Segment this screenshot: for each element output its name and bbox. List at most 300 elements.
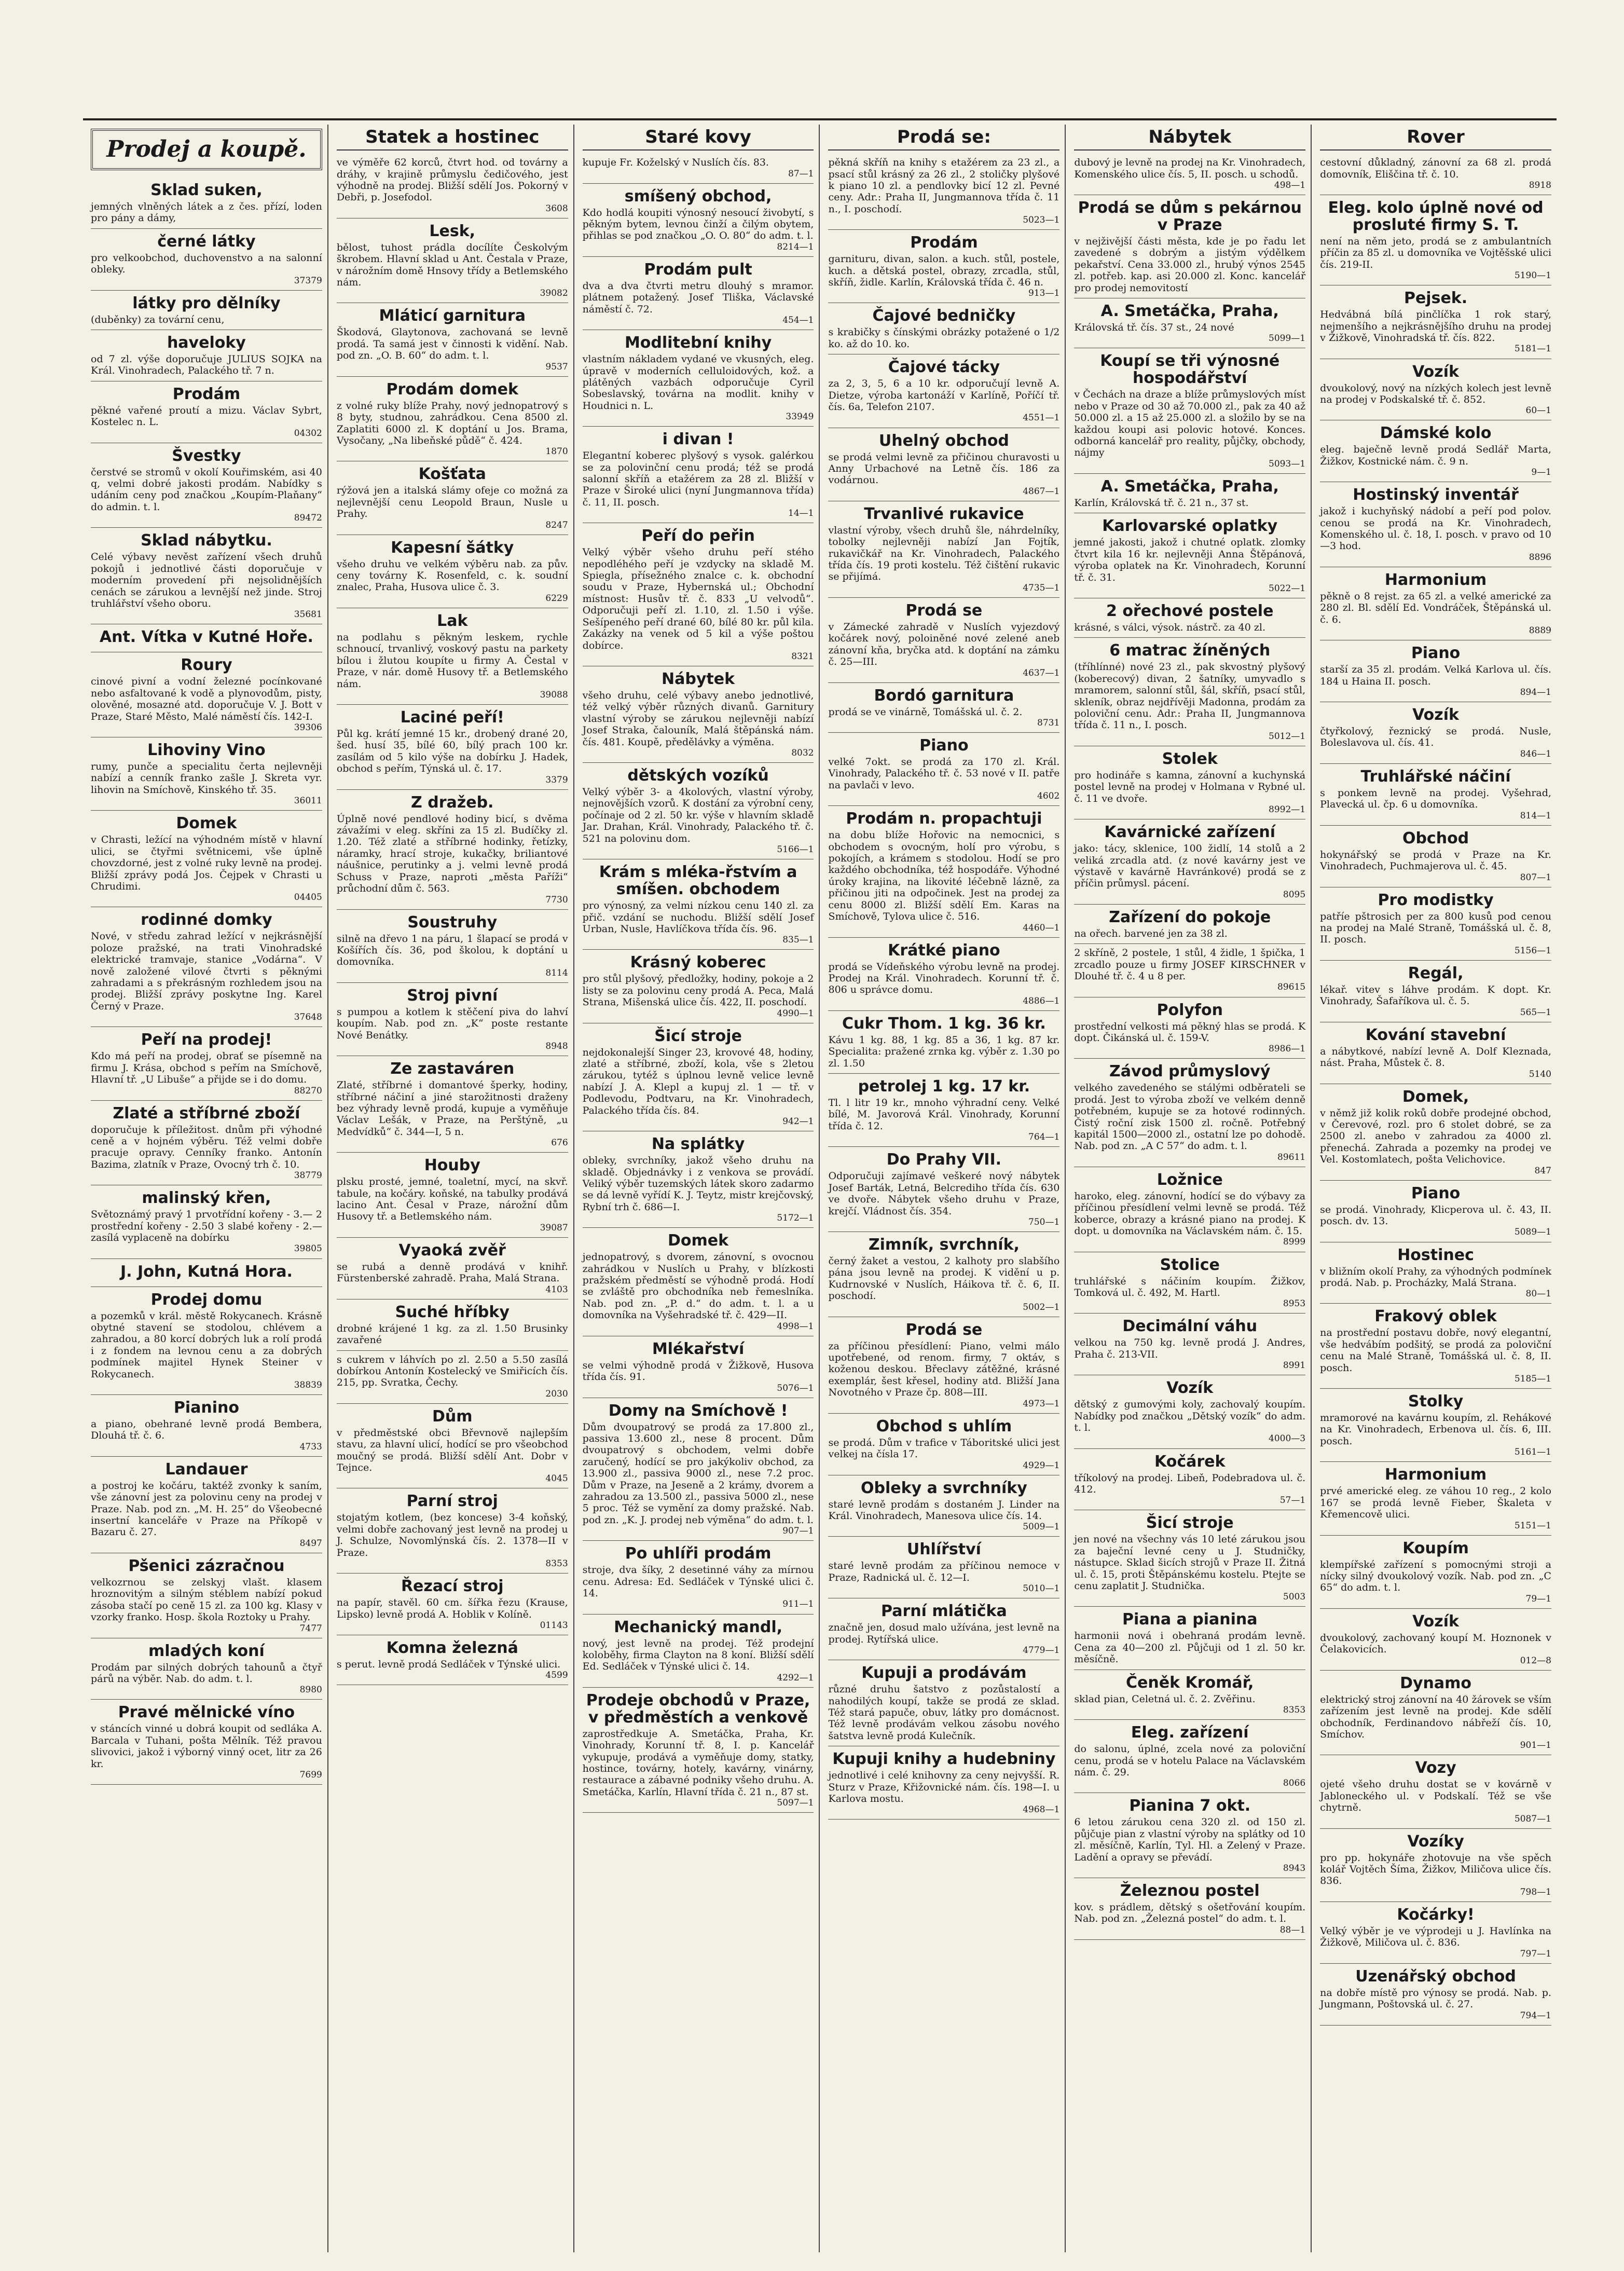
ad-body: v Chrasti, ležící na výhodném místě v hlavní ulici, se čtyřmi světnicemi, vše úplně chovzdorné, jest z volné ruky levně na prodej. Bližší zprávy podá Jos. Čejpek v Chrasti u Chrudimi. (91, 834, 322, 892)
classified-ad (91, 1101, 322, 1186)
ad-body: za 2, 3, 5, 6 a 10 kr. odporučují levně A. Dietze, výroba kartonáží v Karlíně, Poříčí tř. čís. 6a, Telefon 2107. (828, 378, 1060, 413)
ad-number: 35681 (294, 609, 322, 620)
ad-body: Velký výběr všeho druhu peří stého nepodléhého peří je vzdycky na skladě M. Spiegla, přísežného znalce c. k. obchodní soudu v Praze, Hybernská ul.; Obchodní místnost: Husův tř. č. 833 „U velvodů“. Odporučuji peří zl. 1.10, zl. 1.50 i výše. Sešípeného peří drané 60, bílé 80 kr. půl kila. Zakázky na venek od 5 kil a výše poštou dobírce. (582, 546, 814, 651)
ad-body: doporučuje k příležitost. dnům při výhodné ceně a v hojném výběru. Též velmi dobře pracuje opravy. Cenníky franko. Antonín Bazima, zlatník v Praze, Ovocný trh č. 10. (91, 1124, 322, 1170)
ad-heading: Mlékařství (652, 1339, 745, 1358)
classified-ad (583, 859, 814, 950)
classified-ad (337, 1299, 568, 1351)
ad-heading: Roury (181, 656, 232, 675)
ad-number: 4929—1 (1023, 1460, 1060, 1471)
ad-body: mramorové na kavárnu koupím, zl. Rehákové na Kr. Vinohradech, Erbenova ul. čís. 6, III. posch. (1320, 1412, 1551, 1447)
ad-heading: petrolej 1 kg. 17 kr. (858, 1077, 1030, 1096)
ad-number: 7730 (545, 894, 568, 905)
ad-heading: Krásný koberec (630, 953, 766, 972)
ad-body: Velký výběr 3- a 4kolových, vlastní výroby, nejnovějších vzorů. K dostání za výrobní ceny, počínaje od 2 zl. 50 kr. výše v hlavním skladě Jar. Drahan, Král. Vinohrady, Palackého tř. č. 521 na polovinu dom. (582, 786, 814, 844)
classified-ad (91, 737, 322, 811)
ad-number: 498—1 (1274, 180, 1306, 190)
ad-body: Zlaté, stříbrné i domantové šperky, hodiny, stříbrné náčiní a jiné starožitnosti draženy bez výhrady levně prodá, kupuje a vyměňuje Václav Lešák, v Praze, na Perštýně, „u Medvídků“ č. 344—I, 5 n. (336, 1079, 568, 1138)
classified-ad (1320, 1084, 1551, 1181)
ad-number: 5190—1 (1514, 270, 1551, 281)
ad-heading: Nábytek (662, 669, 735, 688)
ad-number: 5172—1 (777, 1213, 814, 1224)
classified-ad (583, 1541, 814, 1614)
ad-body: se prodá velmi levně za přičinou churavosti u Anny Urbachové na Letně čís. 186 za vodárnou. (828, 451, 1060, 486)
ad-body: v bližním okolí Prahy, za výhodných podmínek prodá. Nab. p. Procházky, Malá Strana. (1320, 1265, 1551, 1289)
ad-number: 8918 (1529, 180, 1551, 190)
ad-body: plsku prosté, jemné, toaletní, mycí, na skvř. tabule, na kočáry. koňské, na tabulky prodává lacino Ant. Česal v Praze, nárožní dům Husovy tř. a Betlemského nám. (336, 1176, 568, 1223)
classified-ad (583, 1688, 814, 1813)
ad-heading: Harmonium (1384, 570, 1487, 589)
classified-ad (1074, 154, 1305, 195)
ad-body: jen nové na všechny vás 10 leté zárukou jsou za baječní levné ceny u J. Studničky, nástupce. Sklad šicích strojů v Praze II. Žitná ul. č. 15, proti Štěpánskému kostelu. Ptejte se cenu zaplatit J. Studnička. (1074, 1534, 1306, 1592)
classified-ad (583, 154, 814, 183)
ad-number: 89611 (1277, 1152, 1306, 1162)
classified-ad (828, 1746, 1059, 1819)
ad-number: 37379 (294, 275, 322, 286)
ad-number: 8497 (299, 1538, 322, 1549)
ad-heading: Harmonium (1384, 1466, 1487, 1484)
classified-ad (337, 608, 568, 705)
classified-ad (1320, 702, 1551, 764)
ad-heading: Domek (176, 814, 237, 833)
ad-body: v Čechách na draze a blíže průmyslových míst nebo v Praze od 30 až 70.000 zl., pak za 40 až 50.000 zl. a 15 až 25.000 zl. a složilo by se na každou koupi asi polovic hotové. Konces. odborná kancelář pro reality, půjčky, obchody, nájmy (1074, 389, 1306, 459)
ad-number: 676 (551, 1138, 568, 1148)
ad-heading: Košťata (418, 465, 486, 484)
ad-body: velkou na 750 kg. levně prodá J. Andres, Praha č. 213-VII. (1074, 1337, 1306, 1360)
classified-ad (91, 1287, 322, 1395)
column-2 (332, 125, 574, 2252)
ad-number: 5089—1 (1514, 1227, 1551, 1238)
classified-ad (337, 535, 568, 608)
ad-heading: Suché hříbky (395, 1303, 510, 1321)
classified-ad (337, 983, 568, 1056)
ad-heading: Obleky a svrchníky (861, 1479, 1027, 1497)
classified-ad (583, 1131, 814, 1228)
ad-number: 8992—1 (1269, 804, 1306, 815)
ad-heading: Stolek (1162, 749, 1218, 768)
ad-heading: Vozíky (1407, 1832, 1464, 1851)
ad-number: 39088 (540, 689, 568, 700)
ad-number: 8999 (1283, 1237, 1306, 1248)
ad-body: v předměstské obci Břevnově najlepším stavu, za hlavní ulicí, hodící se pro všeobchod moučný se prodá. Bližší sdělí Ant. Dobr v Tejnce. (336, 1427, 568, 1473)
ad-body: Karlín, Královská tř. č. 21 n., 37 st. (1074, 497, 1249, 509)
ad-number: 8353 (1283, 1705, 1306, 1716)
classified-ad (91, 528, 322, 624)
ad-heading: Prodám n. propachtuji (846, 810, 1042, 828)
ad-number: 8114 (545, 967, 568, 978)
ad-body: a piano, obehrané levně prodá Bembera, Dlouhá tř. č. 6. (91, 1418, 322, 1442)
ad-heading: Parní mlátička (881, 1602, 1007, 1621)
ad-body: kupuje Fr. Koželský v Nuslích čís. 83. (582, 157, 769, 169)
ad-heading: Hostinský inventář (1353, 486, 1519, 504)
ad-body: sklad pian, Celetná ul. č. 2. Zvěřinu. (1074, 1693, 1256, 1705)
ad-number: 38779 (294, 1170, 322, 1181)
ad-number: 8247 (545, 519, 568, 530)
classified-ad (91, 624, 322, 652)
ad-heading: Vozík (1412, 1612, 1459, 1631)
ad-number: 39087 (540, 1222, 568, 1233)
classified-ad (583, 666, 814, 763)
ad-heading: Prodej domu (150, 1290, 263, 1309)
ad-body: pěkné vařené proutí a mizu. Václav Sybrt, Kostelec n. L. (91, 404, 322, 428)
ad-body: a pozemků v král. městě Rokycanech. Krásně obytné stavení se stodolou, chlévem a zahradou, a 80 korcí dobrých luk a rolí prodá i z fondem na levnou cenu a za dobrých podmínek majitel Hynek Steiner v Rokycanech. (91, 1310, 322, 1380)
classified-ad (1074, 348, 1305, 473)
ad-body: truhlářské s náčiním koupím. Žižkov, Tomková ul. č. 492, M. Hartl. (1074, 1275, 1306, 1298)
ad-number: 79—1 (1525, 1593, 1551, 1604)
classified-ad (91, 229, 322, 291)
classified-ad (1074, 195, 1305, 298)
ad-heading: Pro modistky (1378, 891, 1494, 909)
ad-body: cestovní důkladný, zánovní za 68 zl. prodá domovník, Eliščina tř. č. 10. (1320, 157, 1551, 180)
ad-heading: Komna železná (386, 1638, 518, 1657)
classified-ad (828, 230, 1059, 303)
column-1 (86, 125, 328, 2252)
ad-heading: Pejsek. (1403, 289, 1468, 308)
ad-number: 8991 (1283, 1360, 1306, 1371)
classified-ad (583, 257, 814, 330)
ad-number: 8889 (1529, 625, 1551, 636)
ad-body: na podlahu s pěkným leskem, rychle schnoucí, trvanlivý, voskový pastu na parkety bílou i žlutou koupíte u firmy A. Čestal v Praze, v nár. domě Husovy tř. a Betlemského nám. (336, 631, 568, 690)
ad-body: nový, jest levně na prodej. Též prodejní koloběhy, firma Clayton na 8 koní. Bližší sdělí Ed. Sedláček v Týnské ulici č. 14. (582, 1637, 814, 1673)
ad-heading: Koupí se tři výnosné hospodářství (1100, 352, 1280, 388)
ad-body: Elegantní koberec plyšový s vysok. galérkou se za polovinční cenu prodá; též se prodá salonní skříň a etažérem za 28 zl. Bližší v Praze v Široké ulici (nyní Jungmannova třída) č. 11, II. posch. (582, 450, 814, 508)
ad-heading: rodinné domky (141, 911, 272, 929)
ad-number: 36011 (294, 796, 322, 806)
classified-ad (583, 184, 814, 257)
ad-body: velkozrnou se zelskyj vlašt. klasem hroznovitým a silným stéblem nabízí pokud zásoba stačí po ceně 15 zl. za 100 kg. Klasy v vzorky franko. Hosp. škola Roztoky u Prahy. (91, 1576, 322, 1623)
classified-ad (828, 154, 1059, 230)
ad-heading: Kupuji a prodávám (861, 1664, 1027, 1682)
ad-heading: Cukr Thom. 1 kg. 36 kr. (842, 1014, 1046, 1033)
classified-ad (91, 381, 322, 443)
ad-number: 8986—1 (1269, 1044, 1306, 1055)
ad-body: obleky, svrchníky, jakož všeho druhu na skladě. Objednávky i z venkova se provádí. Veliký výběr tuzemských látek skoro zadarmo se dá levně vyřídí K. J. Teytz, mistr krejčovský, Rybní trh č. 686—I. (582, 1155, 814, 1213)
ad-body: dvoukolový, nový na nízkých kolech jest levně na prodej v Podskalské tř. č. 852. (1320, 382, 1551, 405)
ad-body: v němž již kolik roků dobře prodejné obchod, v Čerevové, rozl. pro 6 stolet dobré, se za 2500 zl. anebo v zahradou za 4000 zl. přenechá. Zahrada a pozemky na prodej ve Vel. Kostomlatech, pošta Velichovice. (1320, 1107, 1551, 1166)
classified-ad (583, 1615, 814, 1688)
ad-body: Kávu 1 kg. 88, 1 kg. 85 a 36, 1 kg. 87 kr. Specialita: pražené zrnka kg. výběr z. 1.30 po zl. 1.50 (828, 1034, 1060, 1069)
ad-number: 4779—1 (1023, 1645, 1060, 1656)
ad-body: (tříhlínné) nové 23 zl., pak skvostný plyšový (koberecový) divan, 2 šatníky, umyvadlo s mramorem, salonní stůl, šál, skříň, psací stůl, skleník, obraz nejdřívěji Madonna, prodám za poloviční cenu. Adr.: Praha II, Jungmannova třída č. 11 n., I. posch. (1074, 661, 1306, 731)
ad-heading: Čajové bedničky (872, 307, 1016, 325)
ad-heading: Dům (432, 1407, 473, 1426)
column-5 (1069, 125, 1312, 2252)
ad-body: ojeté všeho druhu dostat se v kovárně v Jabloneckého ul. v Podskalí. Též se vše chytrně. (1320, 1779, 1551, 1814)
classified-ad (828, 938, 1059, 1011)
ad-body: tříkolový na prodej. Libeň, Podebradova ul. č. 412. (1074, 1472, 1306, 1495)
ad-body: s pumpou a kotlem k stěčení piva do lahví koupím. Nab. pod zn. „K“ poste restante Nové Benátky. (336, 1006, 568, 1041)
ad-body: stroje, dva šíky, 2 desetinné váhy za mírnou cenu. Adresa: Ed. Sedláček v Týnské ulici č. 14. (582, 1564, 814, 1599)
ad-number: 846—1 (1520, 748, 1551, 759)
ad-number: 565—1 (1520, 1007, 1551, 1018)
ad-heading: Sklad nábytku. (141, 531, 272, 550)
section-title: Prodej a koupě. (91, 129, 322, 170)
ad-heading: Čeněk Kromář, (1126, 1673, 1254, 1692)
classified-ad (1320, 195, 1551, 285)
classified-ad (1320, 1755, 1551, 1828)
ad-body: jako: tácy, sklenice, 100 židlí, 14 stolů a 2 veliká zrcadla atd. (z nové kavárny jest ve výstavě v kavárně Havránkové) prodá se z příčin průmysl. pácení. (1074, 843, 1306, 890)
classified-ad (1320, 961, 1551, 1022)
ad-heading: Uhlířství (906, 1540, 981, 1559)
ad-heading: Čajové tácky (888, 358, 1000, 377)
ad-heading: Zimník, svrchník, (868, 1235, 1020, 1254)
classified-ad (828, 733, 1059, 806)
classified-ad (91, 1700, 322, 1785)
classified-ad (91, 443, 322, 528)
ad-number: 88—1 (1279, 1924, 1306, 1935)
ad-heading: Frakový oblek (1374, 1307, 1497, 1326)
ad-number: 14—1 (788, 508, 814, 519)
ad-body: bělost, tuhost prádla docílíte Českolvým škrobem. Hlavní sklad u Ant. Čestala v Praze, v nárožním domě Hnsovy třídy a Betlemského nám. (336, 241, 568, 288)
ad-body: Prodám par silných dobrých tahounů a čtyř párů na výběr. Nab. do adm. t. l. (91, 1661, 322, 1685)
ad-heading: Lihoviny Vino (147, 741, 266, 760)
ad-body: Světoznámý pravý 1 prvotřídní kořeny - 3.— 2 prostřední kořeny - 2.50 3 slabé kořeny - 2.— zasílá vyplaceně na dobírku (91, 1209, 322, 1244)
classified-ad (337, 1153, 568, 1238)
ad-heading: Po uhlíři prodám (625, 1544, 772, 1563)
ad-number: 797—1 (1520, 1948, 1551, 1959)
ad-heading: Koupím (1402, 1539, 1469, 1557)
ad-body: s perut. levně prodá Sedláček v Týnské ulici. (336, 1658, 561, 1670)
ad-number: 3379 (545, 774, 568, 785)
ad-heading: Bordó garnitura (874, 686, 1014, 705)
ad-heading: Obchod (1402, 829, 1469, 847)
ad-heading: Kapesní šátky (391, 538, 514, 557)
ad-number: 907—1 (782, 1526, 814, 1537)
ad-heading: Prodá se dům s pekárnou v Praze (1078, 198, 1302, 234)
ad-heading: Mláticí garnitura (379, 307, 526, 325)
ad-heading: Stolice (1160, 1255, 1220, 1274)
ad-body: drobné krájené 1 kg. za zl. 1.50 Brusinky zavařené (336, 1322, 568, 1346)
classified-ad (583, 330, 814, 427)
classified-ad (1320, 285, 1551, 359)
ad-body: a nábytkové, nabízí levně A. Dolf Kleznada, nást. Praha, Můstek č. 8. (1320, 1045, 1551, 1069)
ad-body: jemné jakosti, jakož i chutné oplatk. zlomky čtvrt kila 16 kr. nejlevněji Anna Štěpánová, výroba oplatek na Kr. Vinohradech, Korunní tř. č. 31. (1074, 537, 1306, 583)
classified-ad (337, 1488, 568, 1574)
ad-heading: Domek (668, 1232, 729, 1250)
classified-ad (91, 177, 322, 229)
classified-ad (91, 811, 322, 907)
ad-number: 3608 (545, 203, 568, 214)
ad-heading: Lak (437, 611, 468, 630)
classified-ad (1320, 567, 1551, 640)
ad-body: v nejživější části města, kde je po řadu let zavedené s dobrým a jistým výdělkem pekařství. Cena 33.000 zl., hrubý výnos 2545 zl. potřeb. kap. asi 20.000 zl. Konc. kancelář pro prodej nemovitostí (1074, 235, 1306, 294)
ad-body: jemných vlněných látek a z čes. přízí, loden pro pány a dámy, (91, 200, 322, 224)
classified-ad (828, 806, 1059, 937)
ad-number: 4460—1 (1023, 922, 1060, 933)
ad-body: Škodová, Glaytonova, zachovaná se levně prodá. Ta samá jest v činnosti k vidění. Nab. pod zn. „O. B. 60“ do adm. t. l. (336, 326, 568, 362)
classified-ad (91, 1395, 322, 1457)
ad-body: stojatým kotlem, (bez koncese) 3-4 koňský, velmi dobře zachovaný jest levně na prodej u J. Schulze, Novomlýnská čís. 2. 1378—II v Praze. (336, 1512, 568, 1558)
ad-heading: Sklad suken, (150, 181, 263, 199)
ad-body: jednopatrový, s dvorem, zánovní, s ovocnou zahrádkou v Nuslích u Prahy, v blízkosti pražském předměstí se výhodně prodá. Hodí se zvláště pro obchodníka neb řemeslníka. Nab. pod zn. „P. d.“ do adm. t. l. a u domovníka na Vyšehradské tř. č. 429—II. (582, 1251, 814, 1321)
ad-heading: Ze zastaváren (390, 1060, 515, 1078)
ad-body: 6 letou zárukou cena 320 zl. od 150 zl. půjčuje pian z vlastní výroby na splátky od 10 zl. měsíčně, Karlín, Tyl. Hl. a Zelený v Praze. Ladění a opravy se převádí. (1074, 1816, 1306, 1863)
classified-ad (1074, 1252, 1305, 1314)
ad-number: 4292—1 (777, 1672, 814, 1683)
classified-columns (86, 125, 1557, 2252)
classified-ad (1320, 1022, 1551, 1084)
ad-body: a postroj ke kočáru, taktéž zvonky k saním, vše zánovní jest za polovinu ceny na prodej v Praze. Nab. pod zn. „M. H. 25“ do Všeobecné insertní kanceláře v Praze na Příkopě v Bazaru č. 27. (91, 1480, 322, 1538)
ad-number: 4637—1 (1023, 667, 1060, 678)
classified-ad (91, 1259, 322, 1287)
classified-ad (1074, 1314, 1305, 1375)
classified-ad (1320, 1462, 1551, 1535)
ad-body: dětský z gumovými koly, zachovalý koupím. Nabídky pod značkou „Dětský vozík“ do adm. t. l. (1074, 1399, 1306, 1434)
ad-body: v Zámecké zahradě v Nuslích vyjezdový kočárek nový, poloiněné nové zelené aneb zánovní kňa, bryčka atd. k doptání na zámku č. 25—III. (828, 621, 1060, 668)
ad-body: Velký výběr je ve výprodeji u J. Havlínka na Žižkově, Miličova ul. č. 836. (1320, 1925, 1551, 1949)
ad-heading: Prodeje obchodů v Praze, v předměstích a venkově (586, 1691, 810, 1727)
ad-body: pro stůl plyšový, předložky, hodiny, pokoje a 2 listy se za polovinu ceny prodá A. Peca, Malá Strana, Mišenská ulice čís. 422, II. poschodí. (582, 973, 814, 1008)
classified-ad (337, 910, 568, 983)
ad-heading: Truhlářské náčiní (1360, 767, 1511, 786)
ad-body: dvoukolový, zachovaný koupí M. Hoznonek v Čelakovicích. (1320, 1632, 1551, 1656)
ad-number: 4735—1 (1023, 582, 1060, 593)
ad-heading: A. Smetáčka, Praha, (1100, 302, 1279, 320)
ad-heading: Prodám domek (386, 380, 518, 399)
ad-number: 8032 (791, 747, 814, 758)
ad-number: 8980 (299, 1685, 322, 1695)
ad-number: 8066 (1283, 1778, 1306, 1789)
ad-heading: Soustruhy (407, 913, 498, 932)
ad-number: 012—8 (1520, 1655, 1551, 1666)
ad-body: na dobu blíže Hořovic na nemocnici, s obchodem s ovocným, holí pro výrobu, s pokojích, a krámem s stodolou. Hodí se pro každého obchodníka, též hospodáře. Výhodné úroky krajina, na likovité léčebně lázně, za přičinou jiti na odpočinek. Jest na prodej za cenu 8000 zl. Bližší sdělí Em. Karas na Smíchově, Tylova ulice č. 516. (828, 829, 1060, 923)
classified-ad (1074, 905, 1305, 944)
classified-ad (828, 303, 1059, 354)
ad-body: čerstvé se stromů v okolí Kouřimském, asi 40 q, velmi dobré jakosti prodám. Nabídky s udáním ceny pod značkou „Koupím-Plaňany“ do admin. t. l. (91, 466, 322, 513)
classified-ad (583, 1228, 814, 1336)
ad-body: pěkně o 8 rejst. za 65 zl. a velké americké za 280 zl. Bl. sdělí Ed. Vondráček, Štěpánská ul. č. 6. (1320, 590, 1551, 625)
ad-body: Dům dvoupatrový se prodá za 17.800 zl., passiva 13.600 zl., nese 8 procent. Dům dvoupatrový s obchodem, velmi dobře zaručený, hodící se pro jakýkoliv obchod, za 13.900 zl., passiva 9000 zl., nese 7.2 proc. Dům v Praze, na Jeseně a 2 krámy, dvorem a zahradou za 13.500 zl., passiva 5000 zl., nese 5 proc. Též se vymění za domy pražské. Nab. pod zn. „K. J. prodej neb výměna“ do adm. t. l. (582, 1421, 814, 1526)
classified-ad (828, 1660, 1059, 1746)
ad-heading: malinský křen, (142, 1189, 271, 1208)
ad-number: 4886—1 (1023, 995, 1060, 1006)
ad-number: 8731 (1037, 717, 1060, 728)
classified-ad (1320, 482, 1551, 567)
classified-ad (91, 1638, 322, 1700)
ad-body: všeho druhu, celé výbavy anebo jednotlivé, též velký výběr různých divanů. Garnitury vlastní výroby se zárukou nejlevněji nabízí Josef Straka, čalouník, Malá štěpánská nám. čís. 481. Koupě, předělávky a výměna. (582, 689, 814, 748)
ad-number: 5181—1 (1514, 344, 1551, 354)
ad-heading: Pianina 7 okt. (1129, 1797, 1251, 1815)
ad-body: Úplně nové pendlové hodiny bicí, s dvěma závažími v eleg. skříni za 15 zl. Budíčky zl. 1.20. Též zlaté a stříbrné hodinky, řetízky, náramky, hrací stroje, kukačky, briliantové náušnice, perutinky a j. velmi levně prodá Schuss v Praze, naproti „města Paříži“ průchodní dům č. 563. (336, 813, 568, 895)
ad-number: 5010—1 (1023, 1583, 1060, 1594)
ad-body: Tl. l litr 19 kr., mnoho výhradní ceny. Velké bílé, M. Javorová Král. Vinohrady, Korunní třída č. 12. (828, 1097, 1060, 1132)
classified-ad (1320, 1964, 1551, 2026)
ad-heading: Prodám (910, 234, 978, 252)
ad-body: s krabičky s čínskými obrázky potažené o 1/2 ko. až do 10. ko. (828, 326, 1060, 350)
ad-body: pěkná skříň na knihy s etažérem za 23 zl., a psací stůl krásný za 26 zl., 2 stoličky plyšové k piano 10 zl. a pendlovky bicí 12 zl. Pevné ceny. Adr.: Praha II, Jungmannova třída č. 11 n., I. poschodí. (828, 157, 1060, 215)
ad-heading: Vozík (1412, 362, 1459, 381)
ad-body: na dobře místě pro výnosy se prodá. Nab. p. Jungmann, Poštovská ul. č. 27. (1320, 1987, 1551, 2010)
classified-ad (583, 763, 814, 859)
ad-number: 37648 (294, 1012, 322, 1023)
classified-ad (337, 1238, 568, 1299)
ad-heading: látky pro dělníky (132, 294, 281, 312)
ad-number: 39805 (294, 1243, 322, 1254)
ad-number: 794—1 (1520, 2010, 1551, 2021)
ad-number: 04405 (294, 892, 322, 903)
ad-heading: Eleg. zařízení (1131, 1723, 1249, 1742)
ad-body: patříe pštrosich per za 800 kusů pod cenou na prodej na Malé Straně, Tomášská ul. č. 8, II. posch. (1320, 910, 1551, 946)
ad-body: velké 7okt. se prodá za 170 zl. Král. Vinohrady, Palackého tř. č. 53 nové v II. patře na pavlači v levo. (828, 756, 1060, 791)
ad-body: jednotlivé i celé knihovny za ceny nejvyšší. R. Sturz v Praze, Křižovnické nám. čís. 198—I. u Karlova mostu. (828, 1770, 1060, 1805)
ad-body: se velmi výhodně prodá v Žižkově, Husova třída čís. 91. (582, 1359, 814, 1383)
ad-body: vlastním nákladem vydané ve vkusných, eleg. úpravě v moderních celluloidových, kož. a plátěných vazbách odporučuje Cyril Sobeslavský, továrna na modlit. knihy v Houdnici n. L. (582, 353, 814, 412)
ad-number: 80—1 (1525, 1289, 1551, 1299)
ad-heading: Stroj pivní (407, 986, 498, 1005)
ad-body: cinové pivní a vodní železné pocínkované nebo asfaltované k vodě a plynovodům, pisty, olověné, mosazné atd. doporučuje V. J. Bott v Praze, Staré Město, Malé náměstí čís. 142-I. (91, 676, 322, 722)
classified-ad (91, 1027, 322, 1100)
ad-body: se prodá. Vinohrady, Klicperova ul. č. 43, II. posch. dv. 13. (1320, 1203, 1551, 1227)
classified-ad (583, 427, 814, 523)
ad-body: 2 skříně, 2 postele, 1 stůl, 4 židle, 1 špička, 1 zrcadlo pouze u firmy JOSEF KIRSCHNER v Dlouhé tř. č. 4 u 8 per. (1074, 947, 1306, 982)
classified-ad (828, 428, 1059, 501)
column-6 (1315, 125, 1557, 2252)
classified-ad (91, 291, 322, 330)
ad-heading: Modlitební knihy (624, 334, 772, 352)
ad-number: 5023—1 (1023, 215, 1060, 226)
classified-ad (91, 907, 322, 1027)
ad-heading: Piana a pianina (1122, 1610, 1258, 1629)
ad-number: 4733 (299, 1441, 322, 1452)
ad-number: 4000—3 (1269, 1433, 1306, 1444)
classified-ad (1074, 1167, 1305, 1252)
classified-ad (1074, 819, 1305, 905)
ad-body: elektrický stroj zánovní na 40 žárovek se vším zařízením jest levně na prodej. Kde sdělí obchodník, Ferdinandovo nábřeží čís. 10, Smíchov. (1320, 1693, 1551, 1740)
ad-body: harokо, eleg. zánovní, hodící se do výbavy za příčinou přesídlení velmi levně se prodá. Též koberce, obrazy a krásné piano na prodej. K dopt. u domovníka na Václavském nám. č. 15. (1074, 1190, 1306, 1237)
ad-number: 4602 (1037, 791, 1060, 802)
ad-number: 5140 (1529, 1069, 1551, 1079)
ad-number: 5087—1 (1514, 1813, 1551, 1824)
ad-heading: Peří do peřin (641, 527, 755, 545)
ad-heading: dětských vozíků (627, 767, 769, 785)
ad-heading: Uhelný obchod (878, 431, 1009, 450)
classified-ad (91, 330, 322, 381)
ad-body: dva a dva čtvrti metru dlouhý s mramor. plátnem potažený. Josef Tliška, Václavské náměstí č. 72. (582, 280, 814, 315)
classified-ad (337, 705, 568, 790)
ad-number: 87—1 (788, 168, 814, 179)
ad-heading: Obchod s uhlím (876, 1417, 1012, 1435)
classified-ad (1074, 1607, 1305, 1670)
ad-number: 6229 (545, 593, 568, 604)
ad-body: rumy, punče a specialitu čerta nejlevněji nabízí a cenník franko zašle J. Skreta vyr. lihovin na Smíchově, Kinského tř. 35. (91, 761, 322, 796)
classified-ad (1320, 359, 1551, 421)
classified-ad (583, 1023, 814, 1131)
ad-number: 5099—1 (1269, 333, 1306, 344)
ad-number: 8943 (1283, 1863, 1306, 1874)
ad-number: 5003 (1283, 1592, 1306, 1603)
ad-body: kov. s prádlem, dětský s ošetřování koupím. Nab. pod zn. „Železná postel“ do adm. t. l. (1074, 1901, 1306, 1925)
ad-body: velkého zavedeného se stálými odběrateli se prodá. Jest to výroba zboží ve velkém denně potřebném, kupuje se za hotové rodinných. Čistý roční zisk 1500 zl. ročně. Potřebný kapitál 1500—2000 zl., ostatní lze po dohodě. Nab. pod zn. „A C 57“ do adm. t. l. (1074, 1082, 1306, 1152)
ad-number: 8353 (545, 1558, 568, 1569)
ad-body: jakož i kuchyňský nádobí a peří pod polov. cenou se prodá na Kr. Vinohradech, Komenského ul. č. 18, I. posch. v pravo od 10—3 hod. (1320, 505, 1551, 552)
ad-heading: Šicí stroje (654, 1027, 742, 1045)
ad-heading: Kování stavební (1365, 1025, 1506, 1044)
ad-heading: Řezací stroj (401, 1577, 504, 1596)
classified-ad (1074, 598, 1305, 638)
column-heading: Prodá se: (828, 127, 1059, 151)
ad-number: 835—1 (782, 935, 814, 946)
ad-body: Kdo hodlá koupiti výnosný nesoucí živobytí, s pěkným bytem, levnou činží a čilým obytem, přihlas se pod značkou „O. O. 80“ do adm. t. l. (582, 207, 814, 242)
ad-body: s ponkem levně na prodej. Vyšehrad, Plavecká ul. čp. 6 u domovníka. (1320, 787, 1551, 811)
classified-ad (337, 154, 568, 218)
ad-heading: Domek, (1402, 1087, 1469, 1106)
classified-ad (1320, 1609, 1551, 1671)
ad-heading: Houby (424, 1156, 480, 1175)
classified-ad (337, 1056, 568, 1153)
ad-body: nejdokonalejší Singer 23, krovové 48, hodiny, zlaté a stříbrné, zboží, kola, vše s 2letou zárukou, tytéž s úplnou levně velice levně nabízí J. A. Klepl a kupuj zl. 1 — tř. v Podlevodu, Podtvaru, na Kr. Vinohradech, Palackého třída čís. 84. (582, 1046, 814, 1116)
ad-body: se rubá a denně prodává v knihř. Fürstenberské zahradě. Praha, Malá Strana. (336, 1261, 568, 1284)
ad-number: 8095 (1283, 889, 1306, 900)
